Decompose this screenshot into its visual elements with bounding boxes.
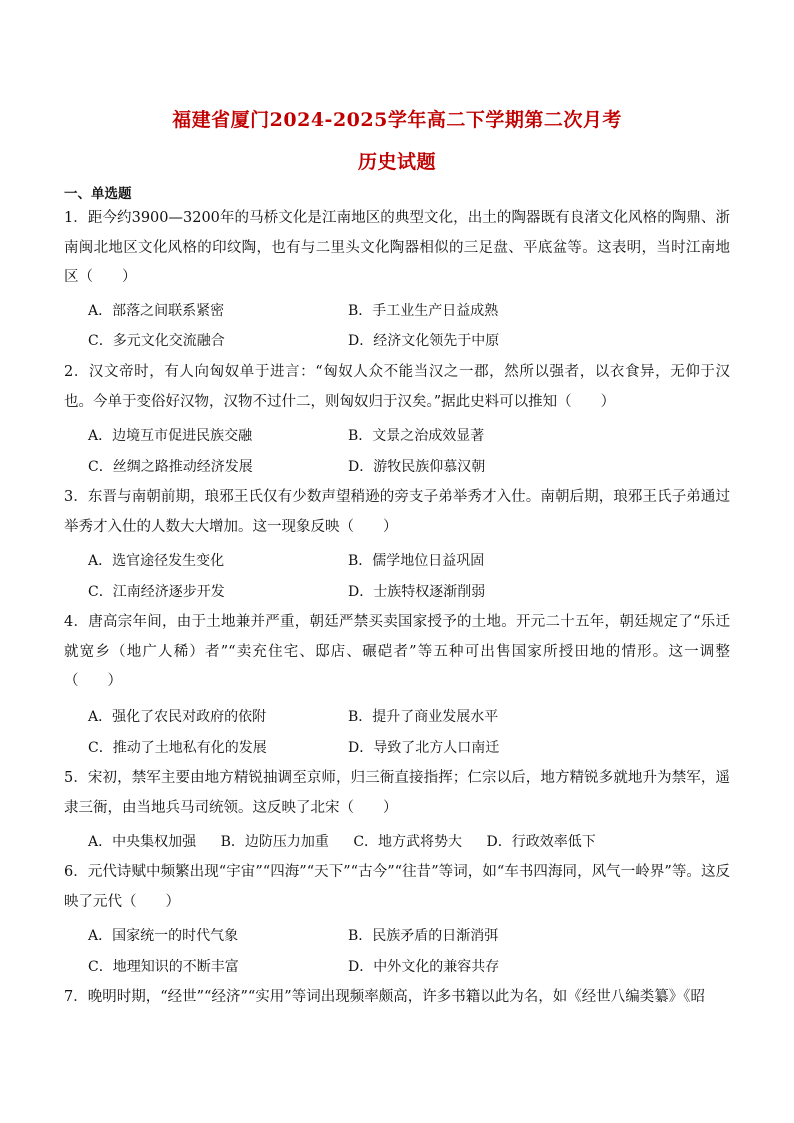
option-a[interactable]: A．强化了农民对政府的依附 [88, 709, 267, 725]
option-c[interactable]: C．推动了土地私有化的发展 [88, 740, 267, 756]
options-row [88, 456, 730, 478]
option-d[interactable]: D．行政效率低下 [486, 834, 596, 850]
option-b[interactable]: B．边防压力加重 [220, 834, 329, 850]
option-d[interactable]: D．导致了北方人口南迁 [348, 740, 500, 756]
option-c[interactable]: C．多元文化交流融合 [88, 333, 225, 349]
options-row [88, 300, 730, 322]
question-6: 6．元代诗赋中频繁出现“宇宙”“四海”“天下”“古今”“往昔”等词，如“车书四海同，风气一岭界”等。这反映了元代（ ） [64, 864, 730, 910]
option-d[interactable]: D．中外文化的兼容共存 [348, 959, 500, 975]
option-d[interactable]: D．经济文化领先于中原 [348, 333, 500, 349]
option-d[interactable]: D．士族特权逐渐削弱 [348, 584, 486, 600]
question-4: 4．唐高宗年间，由于土地兼并严重，朝廷严禁买卖国家授予的土地。开元二十五年，朝廷规定了“乐迁就宽乡（地广人稀）者”“卖充住宅、邸店、碾硙者”等五种可出售国家所授田地的情形。这一调整（ ） [64, 614, 730, 689]
option-b[interactable]: B．文景之治成效显著 [348, 428, 485, 444]
exam-subject: 历史试题 [357, 151, 436, 173]
option-a[interactable]: A．边境互市促进民族交融 [88, 428, 253, 444]
options-row [88, 737, 730, 759]
option-c[interactable]: C．地方武将势大 [353, 834, 463, 850]
option-b[interactable]: B．儒学地位日益巩固 [348, 553, 485, 569]
option-a[interactable]: A．选官途径发生变化 [88, 553, 225, 569]
option-a[interactable]: A．国家统一的时代气象 [88, 928, 239, 944]
option-a[interactable]: A．中央集权加强 [88, 834, 197, 850]
question-2: 2．汉文帝时，有人向匈奴单于进言：“匈奴人众不能当汉之一郡，然所以强者，以衣食异，无仰于汉也。今单于变俗好汉物，汉物不过什二，则匈奴归于汉矣。”据此史料可以推知（ ） [64, 364, 730, 410]
option-b[interactable]: B．民族矛盾的日渐消弭 [348, 928, 499, 944]
options-row [88, 550, 730, 572]
option-b[interactable]: B．提升了商业发展水平 [348, 709, 499, 725]
question-3: 3．东晋与南朝前期，琅邪王氏仅有少数声望稍逊的旁支子弟举秀才入仕。南朝后期，琅邪王氏子弟通过举秀才入仕的人数大大增加。这一现象反映（ ） [64, 489, 730, 535]
option-d[interactable]: D．游牧民族仰慕汉朝 [348, 459, 486, 475]
options-row [88, 956, 730, 978]
options-row [88, 330, 730, 352]
section-heading: 一、单选题 [64, 186, 132, 202]
options-row [88, 581, 730, 603]
question-7: 7．晚明时期，“经世”“经济”“实用”等词出现频率颇高，许多书籍以此为名，如《经世八编类纂》《昭 [64, 989, 705, 1005]
option-a[interactable]: A．部落之间联系紧密 [88, 303, 225, 319]
option-c[interactable]: C．丝绸之路推动经济发展 [88, 459, 253, 475]
option-b[interactable]: B．手工业生产日益成熟 [348, 303, 499, 319]
question-5: 5．宋初，禁军主要由地方精锐抽调至京师，归三衙直接指挥；仁宗以后，地方精锐多就地升为禁军，遥隶三衙，由当地兵马司统领。这反映了北宋（ ） [64, 770, 730, 816]
options-row [88, 425, 730, 447]
options-row [88, 831, 730, 853]
exam-title: 福建省厦门2024-2025学年高二下学期第二次月考 [172, 109, 622, 131]
question-1: 1．距今约3900—3200年的马桥文化是江南地区的典型文化，出土的陶器既有良渚文化风格的陶鼎、浙南闽北地区文化风格的印纹陶，也有与二里头文化陶器相似的三足盘、平底盆等。这表明，当时江南地区（ ） [64, 210, 730, 285]
options-row [88, 706, 730, 728]
option-c[interactable]: C．地理知识的不断丰富 [88, 959, 239, 975]
options-row [88, 925, 730, 947]
option-c[interactable]: C．江南经济逐步开发 [88, 584, 225, 600]
